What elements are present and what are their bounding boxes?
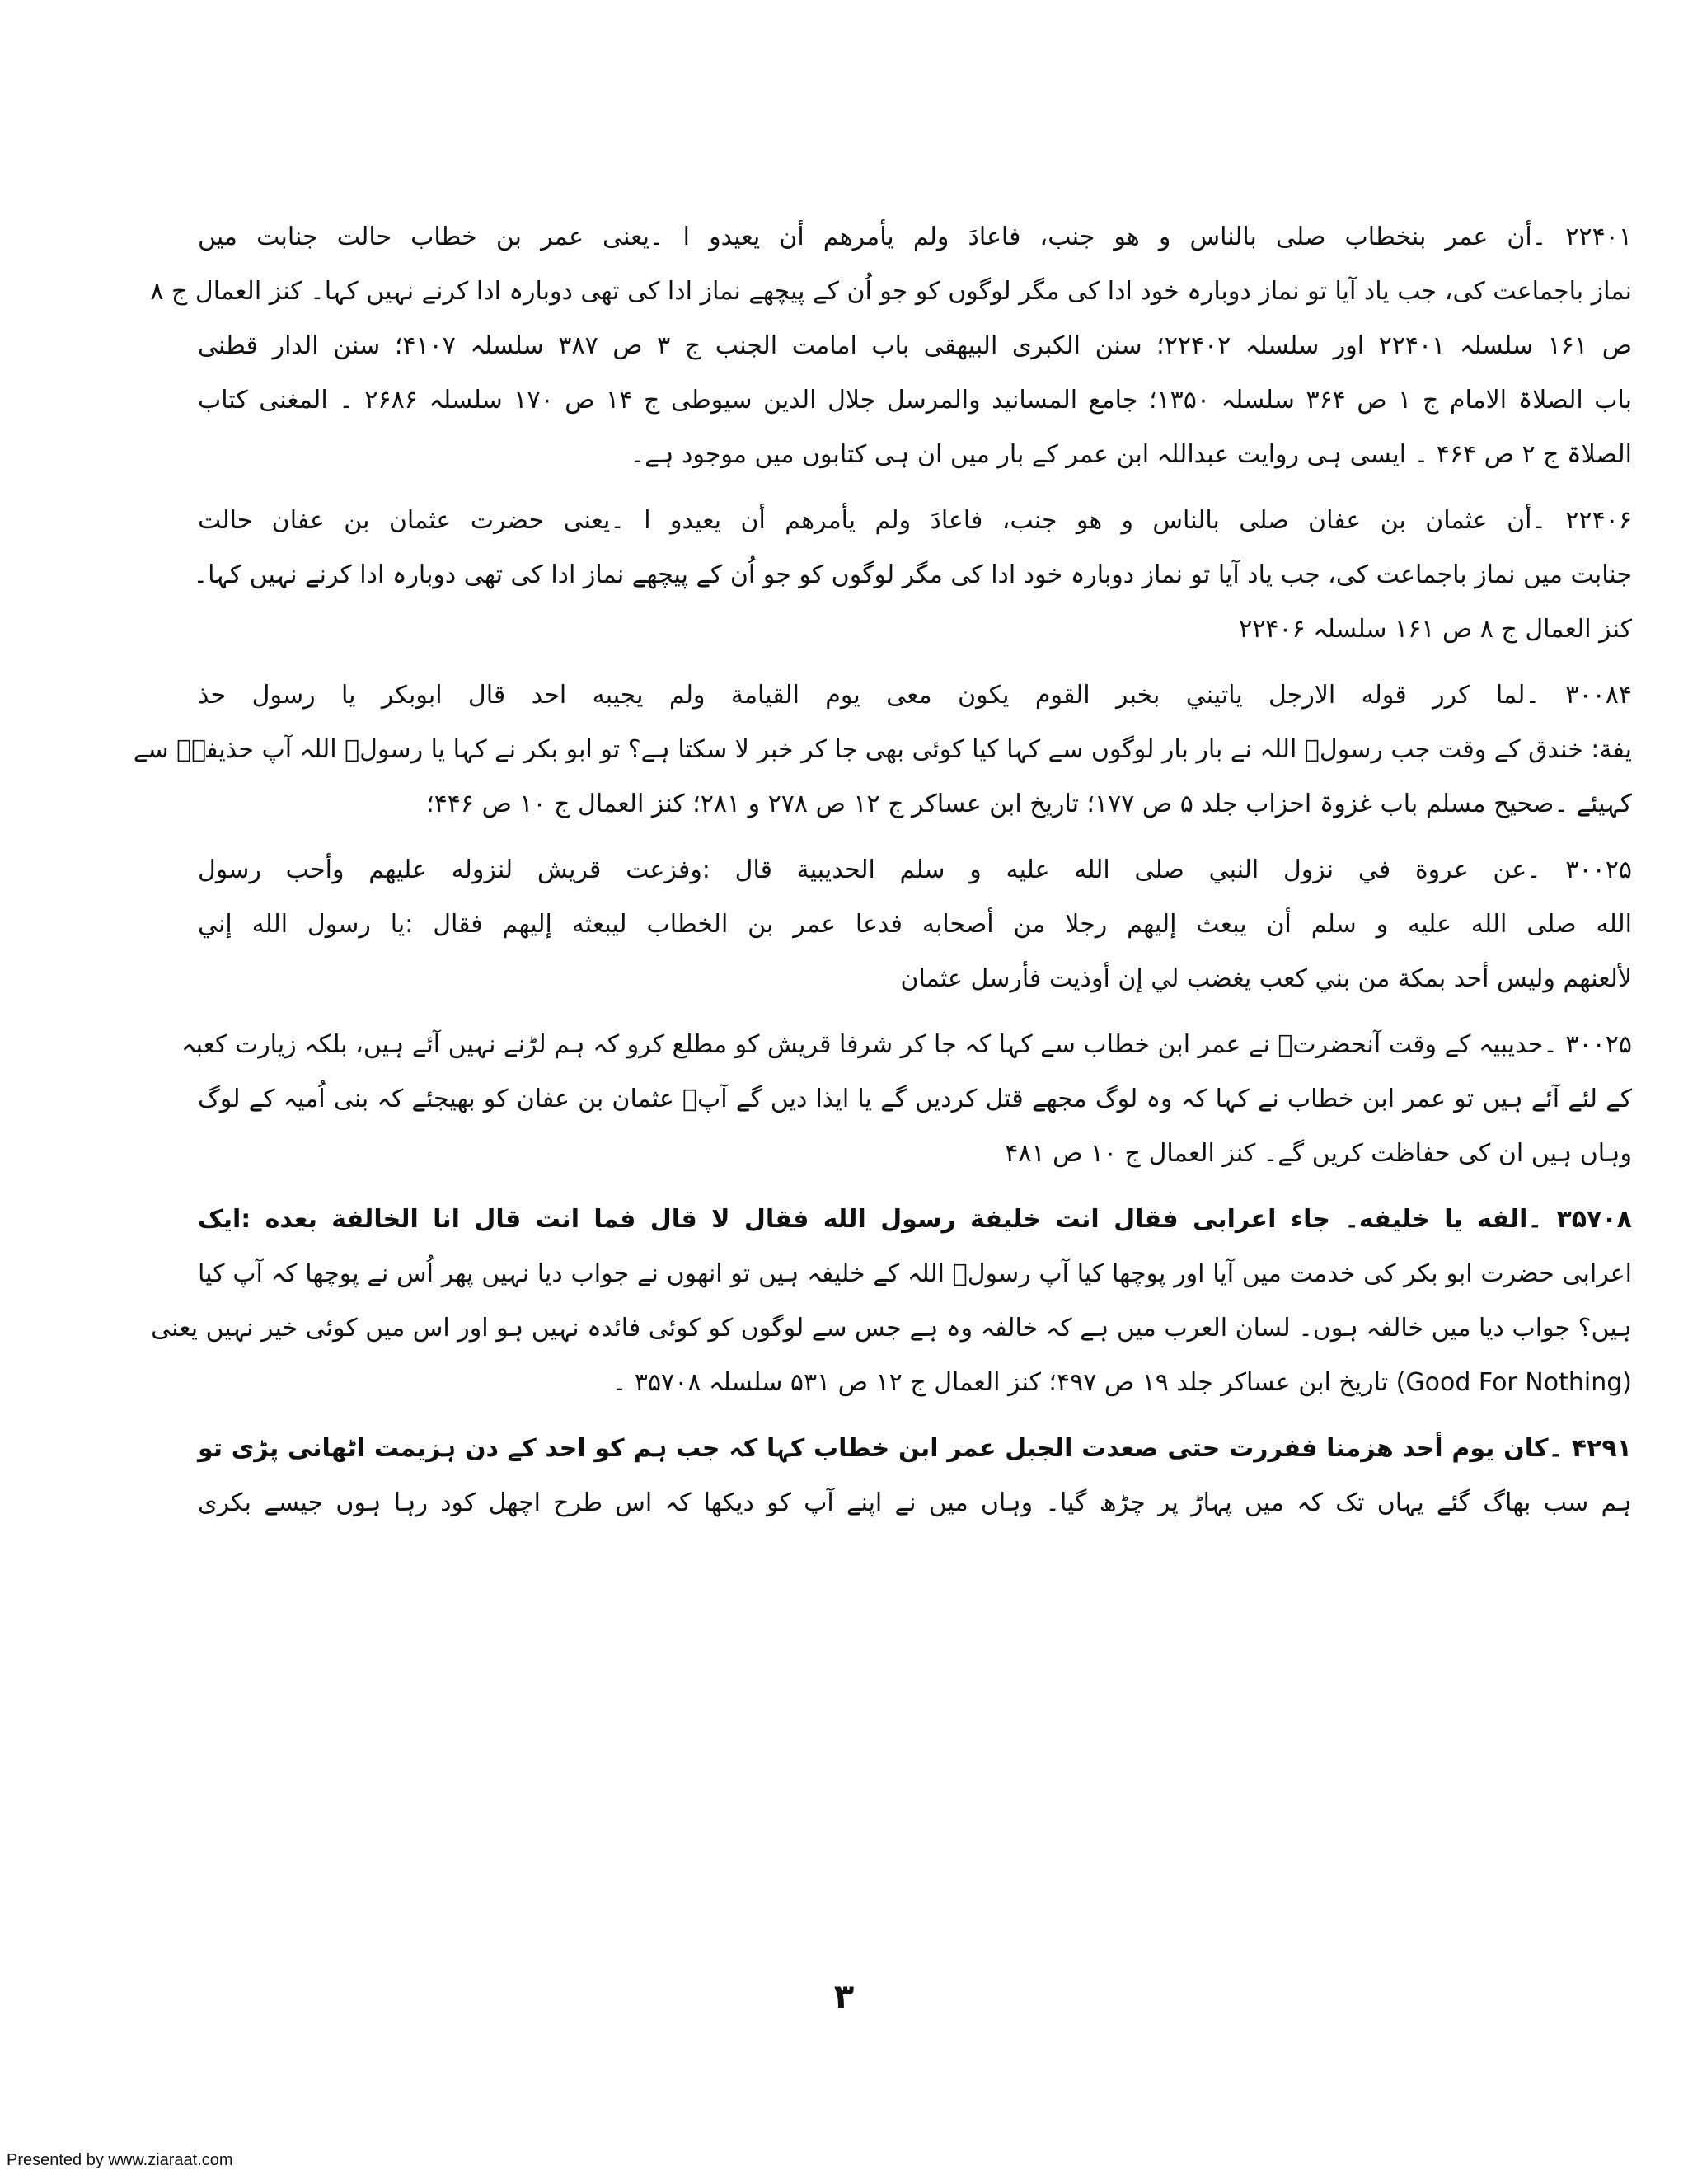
text-line: جنابت میں نماز باجماعت کی، جب یاد آیا تو نماز دوبارہ خود ادا کی مگر لوگوں کو جو اُن کے پیچھے نماز ادا کی تھی دوبارہ ادا کرنے نہیں کہا۔	[193, 560, 1632, 589]
text-line: ہم سب بھاگ گئے یہاں تک کہ میں پہاڑ پر چڑھ گیا۔ وہاں میں نے اپنے آپ کو دیکھا کہ اس طرح اچھل کود رہا ہوں جیسے بکری	[198, 1488, 1632, 1517]
text-line: (Good For Nothing) تاریخ ابن عساکر جلد ۱۹ ص ۴۹۷؛ کنز العمال ج ۱۲ ص ۵۳۱ سلسلہ ۳۵۷۰۸ ۔	[612, 1368, 1632, 1397]
text-line: ۳۰۰۲۵ ۔عن عروة في نزول النبي صلى الله عليه و سلم الحديبية قال :وفزعت قريش لنزوله عليهم وأحب رسول	[198, 855, 1632, 884]
paragraph-hadith-35708	[151, 1193, 1632, 1410]
text-line: باب الصلاۃ الامام ج ۱ ص ۳۶۴ سلسلہ ۱۳۵۰؛ جامع المسانید والمرسل جلال الدین سیوطی ج ۱۴ ص ۱۷۰ سلسلہ ۲۶۸۶ ۔ المغنی کتاب	[198, 386, 1632, 415]
paragraph-hadith-4291	[198, 1422, 1632, 1530]
text-line: ۳۰۰۲۵ ۔حدیبیہ کے وقت آنحضرتؐ نے عمر ابن خطاب سے کہا کہ جا کر شرفا قریش کو مطلع کرو کہ ہم لڑنے نہیں آئے ہیں، بلکہ زیارت کعبہ	[181, 1030, 1632, 1059]
text-line: ۲۲۴۰۶ ۔أن عثمان بن عفان صلى بالناس و هو جنب، فاعادَ ولم يأمرهم أن يعيدو ا ۔یعنی حضرت عثمان بن عفان حالت	[198, 506, 1632, 535]
text-line: ۴۲۹۱ ۔كان يوم أحد هزمنا ففررت حتى صعدت الجبل عمر ابن خطاب کہا کہ جب ہم کو احد کے دن ہزیمت اٹھانی پڑی تو	[198, 1434, 1632, 1463]
page-number: ۳	[833, 1978, 855, 2016]
paragraph-hadith-30084	[133, 668, 1632, 832]
text-line: ص ۱۶۱ سلسلہ ۲۲۴۰۱ اور سلسلہ ۲۲۴۰۲؛ سنن الکبری البیهقی باب امامت الجنب ج ۳ ص ۳۸۷ سلسلہ ۴۱۰۷؛ سنن الدار قطنی	[198, 331, 1632, 360]
paragraph-hadith-22406	[193, 494, 1632, 657]
text-line: کنز العمال ج ۸ ص ۱۶۱ سلسلہ ۲۲۴۰۶	[1239, 615, 1632, 644]
text-line: وہاں ہیں ان کی حفاظت کریں گے۔ کنز العمال ج ۱۰ ص ۴۸۱	[1005, 1139, 1632, 1168]
document-body	[133, 210, 1632, 1542]
text-line: ۳۰۰۸۴ ۔لما كرر قوله الارجل ياتيني بخبر القوم يكون معى يوم القيامة ولم يجيبه احد قال ابوبكر يا رسول حذ	[198, 681, 1632, 710]
paragraph-hadith-22401	[150, 210, 1632, 482]
text-line: ۳۵۷۰۸ ۔الفه يا خليفه۔ جاء اعرابى فقال انت خليفة رسول الله فقال لا قال فما انت قال انا الخالفة بعده :ایک	[198, 1205, 1632, 1234]
text-line: لألعنهم وليس أحد بمكة من بني كعب يغضب لي إن أوذيت فأرسل عثمان	[900, 964, 1632, 993]
text-line: کے لئے آئے ہیں تو عمر ابن خطاب نے کہا کہ وہ لوگ مجھے قتل کردیں گے یا ایذا دیں گے آپؐ عثمان بن عفان کو بھیجئے کہ بنی اُمیہ کے لوگ	[198, 1085, 1632, 1113]
paragraph-hadith-30025-urdu	[181, 1018, 1632, 1181]
text-line: ۲۲۴۰۱ ۔أن عمر بنخطاب صلى بالناس و هو جنب، فاعادَ ولم يأمرهم أن يعيدو ا ۔یعنی عمر بن خطاب حالت جنابت میں	[198, 223, 1632, 251]
paragraph-hadith-30025-arabic	[198, 843, 1632, 1006]
text-line: الله صلى الله عليه و سلم أن يبعث إليهم رجلا من أصحابه فدعا عمر بن الخطاب ليبعثه إليهم فقال :يا رسول الله إني	[198, 910, 1632, 939]
text-line: نماز باجماعت کی، جب یاد آیا تو نماز دوبارہ خود ادا کی مگر لوگوں کو جو اُن کے پیچھے نماز ادا کی تھی دوبارہ ادا کرنے نہیں کہا۔ کنز العمال ج ۸	[150, 277, 1632, 306]
text-line: الصلاۃ ج ۲ ص ۴۶۴ ۔ ایسی ہی روایت عبداللہ ابن عمر کے بار میں ان ہی کتابوں میں موجود ہے۔	[630, 440, 1632, 469]
footer-credit: Presented by www.ziaraat.com	[7, 2151, 233, 2169]
text-line: ہیں؟ جواب دیا میں خالفہ ہوں۔ لسان العرب میں ہے کہ خالفہ وہ ہے جس سے لوگوں کو کوئی فائدہ نہیں ہو اور اس میں کوئی خیر نہیں یعنی	[151, 1314, 1632, 1343]
text-line: اعرابی حضرت ابو بکر کی خدمت میں آیا اور پوچھا کیا آپ رسولؐ اللہ کے خلیفہ ہیں تو انھوں نے جواب دیا نہیں پھر اُس نے پوچھا کہ آپ کیا	[198, 1259, 1632, 1288]
text-line: کہیئے ۔صحیح مسلم باب غزوۃ احزاب جلد ۵ ص ۱۷۷؛ تاریخ ابن عساکر ج ۱۲ ص ۲۷۸ و ۲۸۱؛ کنز العمال ج ۱۰ ص ۴۴۶؛	[426, 790, 1632, 818]
text-line: يفة: خندق کے وقت جب رسولؐ اللہ نے بار بار لوگوں سے کہا کیا کوئی بھی جا کر خبر لا سکتا ہے؟ تو ابو بکر نے کہا یا رسولؐ اللہ آپ حذیفہؓ سے	[133, 735, 1632, 764]
